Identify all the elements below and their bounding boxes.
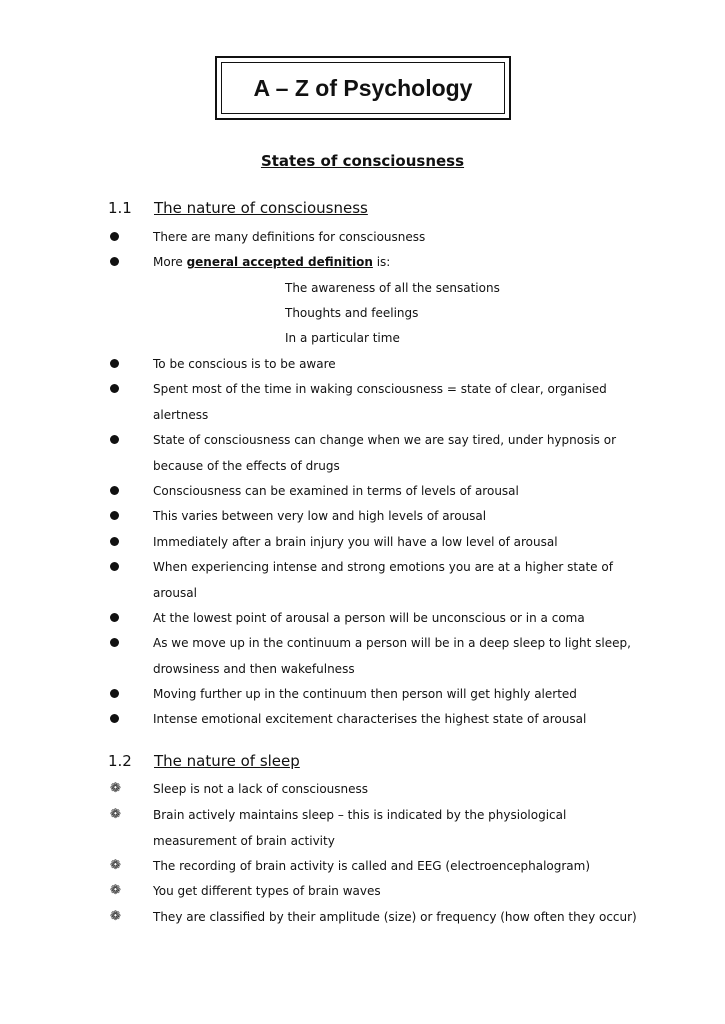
bullet-dot-icon bbox=[110, 689, 119, 698]
bullet-dot-icon bbox=[110, 435, 119, 444]
title-box bbox=[215, 56, 511, 120]
definition-line: In a particular time bbox=[285, 331, 400, 345]
page-title: A – Z of Psychology bbox=[253, 74, 473, 101]
bullet-text: Consciousness can be examined in terms of levels of arousal bbox=[153, 484, 519, 498]
bullet-dot-icon bbox=[110, 257, 119, 266]
bullet-text: Sleep is not a lack of consciousness bbox=[153, 782, 369, 796]
bullet-text: They are classified by their amplitude (size) or frequency (how often they occur) bbox=[153, 910, 637, 924]
bullet-text bbox=[153, 255, 390, 269]
section-number: 1.1 bbox=[108, 199, 132, 217]
section-heading-1 bbox=[108, 199, 368, 217]
definition-line: Thoughts and feelings bbox=[285, 306, 419, 320]
bullet-text: Brain actively maintains sleep – this is indicated by the physiological bbox=[153, 808, 567, 822]
definition-line: The awareness of all the sensations bbox=[285, 281, 500, 295]
section-title: The nature of consciousness bbox=[154, 199, 368, 217]
bullet-dot-icon bbox=[110, 359, 119, 368]
bullet-text: Intense emotional excitement characterises the highest state of arousal bbox=[153, 712, 587, 726]
flower-bullet-icon: ❁ bbox=[110, 858, 121, 873]
text-run: More bbox=[153, 255, 187, 269]
bullet-dot-icon bbox=[110, 537, 119, 546]
section-title: The nature of sleep bbox=[154, 752, 300, 770]
bullet-text-continuation: measurement of brain activity bbox=[153, 834, 335, 848]
bullet-text: As we move up in the continuum a person will be in a deep sleep to light sleep, bbox=[153, 636, 631, 650]
flower-bullet-icon: ❁ bbox=[110, 883, 121, 898]
bullet-text: To be conscious is to be aware bbox=[153, 357, 336, 371]
bullet-text-continuation: alertness bbox=[153, 408, 209, 422]
bullet-text-continuation: drowsiness and then wakefulness bbox=[153, 662, 355, 676]
bullet-text: You get different types of brain waves bbox=[153, 884, 381, 898]
bullet-text-continuation: arousal bbox=[153, 586, 197, 600]
section-heading-2 bbox=[108, 752, 300, 770]
title-inner-border bbox=[221, 62, 505, 114]
bullet-text: Spent most of the time in waking consciousness = state of clear, organised bbox=[153, 382, 607, 396]
bullet-text: State of consciousness can change when we are say tired, under hypnosis or bbox=[153, 433, 617, 447]
bullet-dot-icon bbox=[110, 384, 119, 393]
bullet-text: Immediately after a brain injury you will have a low level of arousal bbox=[153, 535, 558, 549]
bullet-dot-icon bbox=[110, 486, 119, 495]
text-run: is: bbox=[372, 255, 391, 269]
bullet-dot-icon bbox=[110, 232, 119, 241]
bullet-text: Moving further up in the continuum then person will get highly alerted bbox=[153, 687, 577, 701]
bullet-dot-icon bbox=[110, 562, 119, 571]
bullet-dot-icon bbox=[110, 638, 119, 647]
flower-bullet-icon: ❁ bbox=[110, 807, 121, 822]
bullet-dot-icon bbox=[110, 714, 119, 723]
bullet-text-continuation: because of the effects of drugs bbox=[153, 459, 340, 473]
bullet-text: This varies between very low and high levels of arousal bbox=[153, 509, 487, 523]
bullet-text: At the lowest point of arousal a person will be unconscious or in a coma bbox=[153, 611, 585, 625]
page-subtitle: States of consciousness bbox=[260, 152, 465, 170]
flower-bullet-icon: ❁ bbox=[110, 909, 121, 924]
bullet-text: There are many definitions for consciousness bbox=[153, 230, 426, 244]
bullet-text: The recording of brain activity is called and EEG (electroencephalogram) bbox=[153, 859, 591, 873]
bullet-text: When experiencing intense and strong emotions you are at a higher state of bbox=[153, 560, 613, 574]
emphasis-text: general accepted definition bbox=[186, 255, 373, 269]
bullet-dot-icon bbox=[110, 511, 119, 520]
flower-bullet-icon: ❁ bbox=[110, 781, 121, 796]
bullet-dot-icon bbox=[110, 613, 119, 622]
section-number: 1.2 bbox=[108, 752, 132, 770]
